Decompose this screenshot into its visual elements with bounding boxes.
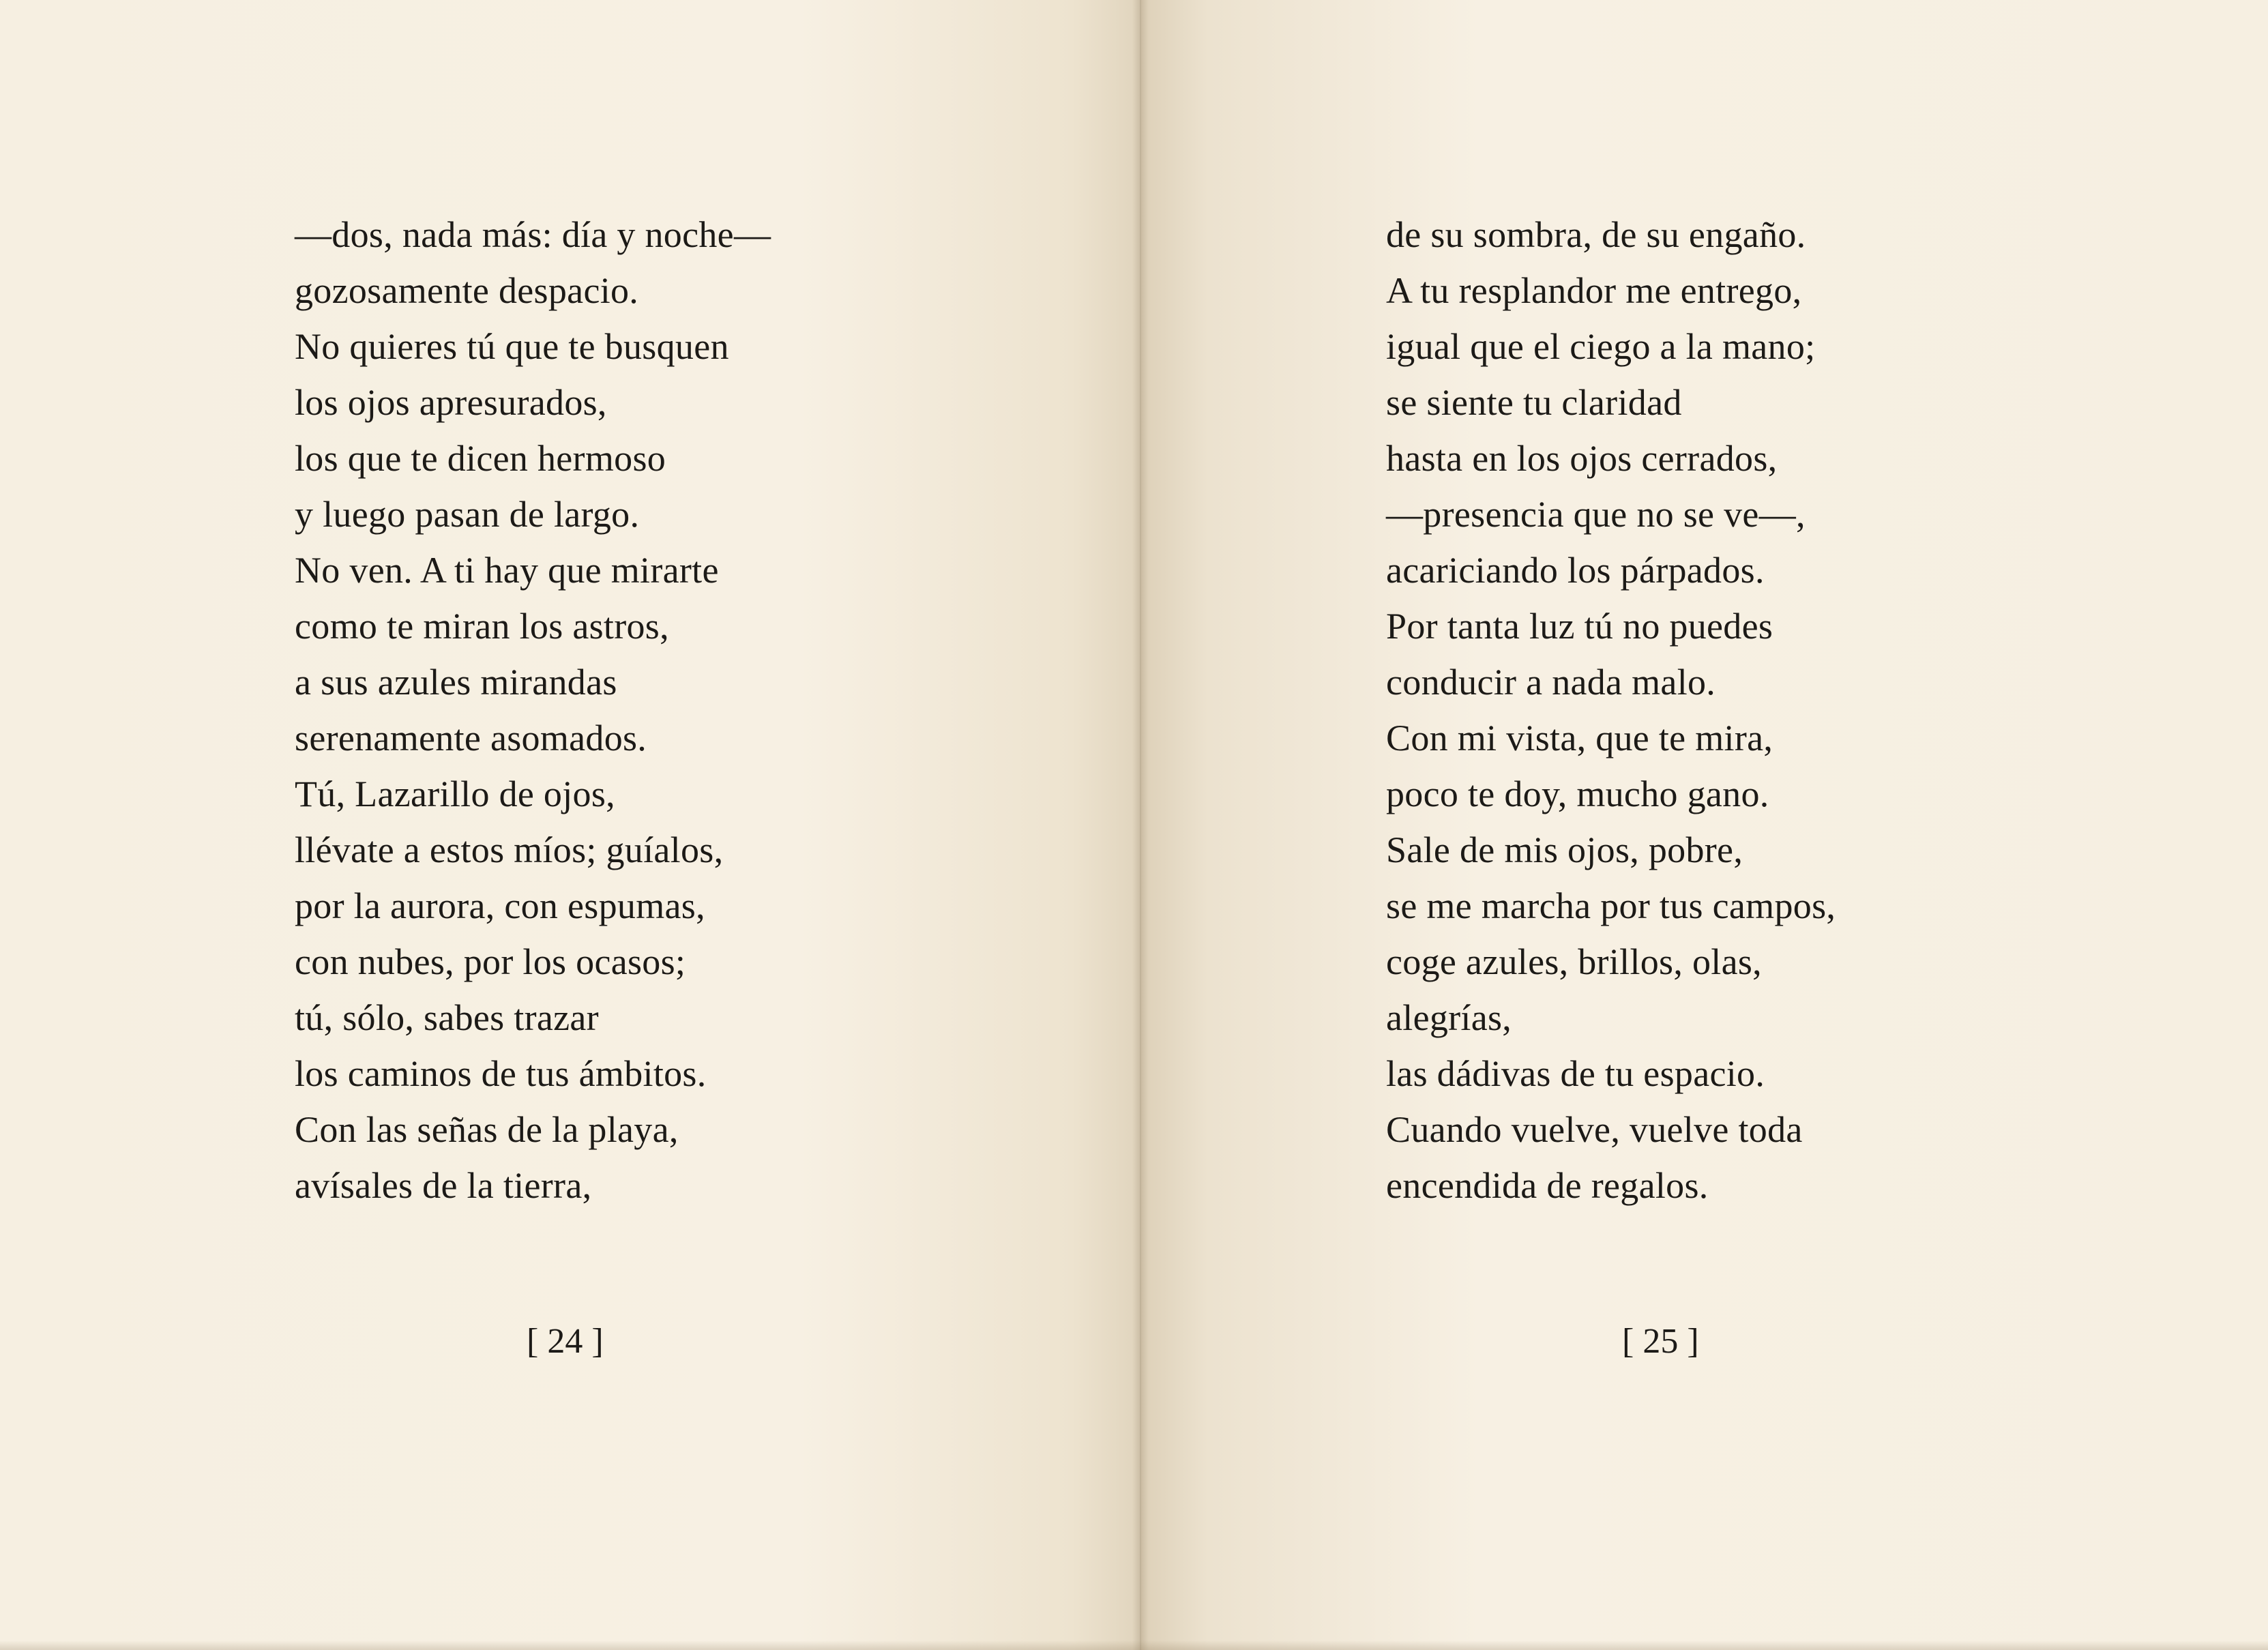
verse-line: como te miran los astros,: [295, 606, 669, 647]
verse-line: Con mi vista, que te mira,: [1386, 718, 1773, 758]
verse-line: por la aurora, con espumas,: [295, 885, 705, 926]
verse-line: gozosamente despacio.: [295, 270, 639, 311]
verse-line: los ojos apresurados,: [295, 382, 607, 423]
verse-line: No quieres tú que te busquen: [295, 326, 729, 367]
verse-line: avísales de la tierra,: [295, 1165, 592, 1206]
verse-line: y luego pasan de largo.: [295, 494, 640, 535]
verse-line: conducir a nada malo.: [1386, 662, 1716, 703]
verse-line: Por tanta luz tú no puedes: [1386, 606, 1773, 647]
verse-line: las dádivas de tu espacio.: [1386, 1053, 1765, 1094]
verse-line: a sus azules mirandas: [295, 662, 617, 703]
verse-line: llévate a estos míos; guíalos,: [295, 829, 724, 870]
verse-line: acariciando los párpados.: [1386, 550, 1765, 591]
verse-line: poco te doy, mucho gano.: [1386, 774, 1769, 814]
verse-line: encendida de regalos.: [1386, 1165, 1709, 1206]
poem-stanza-left: [295, 207, 771, 1213]
verse-line: con nubes, por los ocasos;: [295, 941, 686, 982]
verse-line: Cuando vuelve, vuelve toda: [1386, 1109, 1803, 1150]
verse-line: hasta en los ojos cerrados,: [1386, 438, 1778, 479]
verse-line: igual que el ciego a la mano;: [1386, 326, 1816, 367]
verse-line: Tú, Lazarillo de ojos,: [295, 774, 615, 814]
verse-line: —presencia que no se ve—,: [1386, 494, 1806, 535]
verse-line: tú, sólo, sabes trazar: [295, 997, 599, 1038]
verse-line: Con las señas de la playa,: [295, 1109, 679, 1150]
page-bottom-edge: [0, 1640, 2268, 1650]
verse-line: A tu resplandor me entrego,: [1386, 270, 1802, 311]
verse-line: los que te dicen hermoso: [295, 438, 666, 479]
poem-stanza-right: [1386, 207, 1836, 1213]
verse-line: —dos, nada más: día y noche—: [295, 214, 771, 255]
verse-line: No ven. A ti hay que mirarte: [295, 550, 719, 591]
page-number-left: [ 24 ]: [527, 1322, 604, 1361]
verse-line: de su sombra, de su engaño.: [1386, 214, 1806, 255]
verse-line: serenamente asomados.: [295, 718, 647, 758]
verse-line: coge azules, brillos, olas,: [1386, 941, 1762, 982]
book-gutter: [1132, 0, 1149, 1650]
verse-line: los caminos de tus ámbitos.: [295, 1053, 707, 1094]
verse-line: se siente tu claridad: [1386, 382, 1682, 423]
verse-line: alegrías,: [1386, 997, 1512, 1038]
page-number-right: [ 25 ]: [1622, 1322, 1699, 1361]
verse-line: se me marcha por tus campos,: [1386, 885, 1836, 926]
verse-line: Sale de mis ojos, pobre,: [1386, 829, 1743, 870]
